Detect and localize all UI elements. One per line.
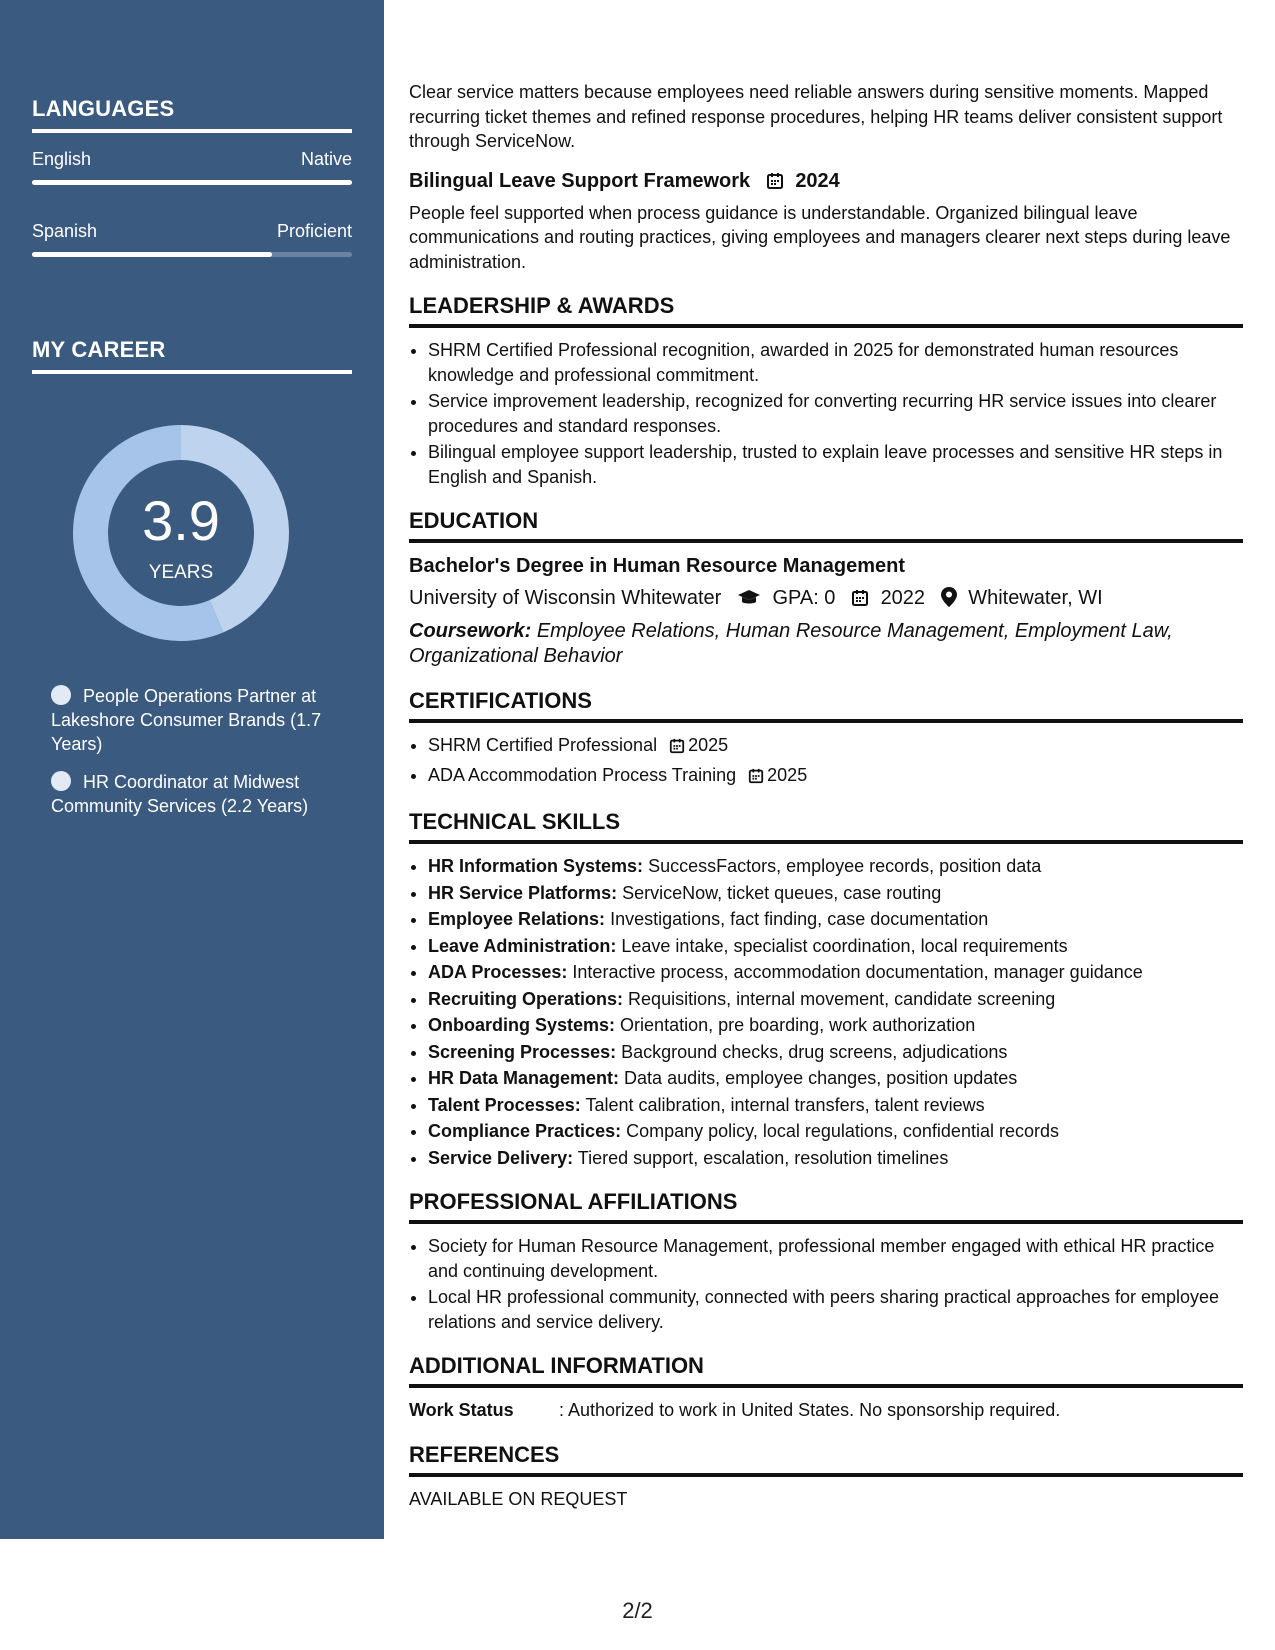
certifications-heading: CERTIFICATIONS xyxy=(409,687,1243,723)
language-row xyxy=(32,149,352,170)
skill-label: Employee Relations: xyxy=(428,909,606,929)
skill-item xyxy=(428,1119,1243,1144)
calendar-icon xyxy=(766,171,784,197)
skill-value: Company policy, local regulations, confidential records xyxy=(626,1121,1059,1141)
work-status-row xyxy=(409,1398,1243,1423)
intro-paragraph: Clear service matters because employees need reliable answers during sensitive moments. Mapped recurring ticket themes and refined response procedures, helping HR teams deliver consistent support through ServiceNow. xyxy=(409,82,1223,151)
education-coursework xyxy=(409,619,1243,669)
skill-item xyxy=(428,854,1243,879)
career-list xyxy=(32,684,352,818)
skill-label: ADA Processes: xyxy=(428,962,568,982)
skill-item xyxy=(428,907,1243,932)
education-degree: Bachelor's Degree in Human Resource Management xyxy=(409,555,906,577)
skill-label: Talent Processes: xyxy=(428,1094,581,1115)
certification-year: 2025 xyxy=(688,735,729,755)
work-status-value: : Authorized to work in United States. No sponsorship required. xyxy=(559,1400,1061,1420)
skill-label: Compliance Practices: xyxy=(428,1121,622,1141)
skill-item xyxy=(428,881,1243,906)
language-row xyxy=(32,221,352,242)
skill-item xyxy=(428,1040,1243,1065)
skill-label: HR Information Systems: xyxy=(428,856,644,876)
skill-label: Screening Processes: xyxy=(428,1041,617,1062)
affiliations-list xyxy=(409,1234,1243,1334)
career-heading: MY CAREER xyxy=(32,337,352,374)
career-item xyxy=(51,770,352,818)
skill-value: Tiered support, escalation, resolution timelines xyxy=(577,1147,949,1168)
education-school: University of Wisconsin Whitewater xyxy=(409,587,722,609)
skill-label: HR Data Management: xyxy=(428,1068,620,1088)
project-year: 2024 xyxy=(795,169,840,192)
career-item-text: People Operations Partner at Lakeshore Consumer Brands (1.7 Years) xyxy=(51,686,322,754)
leadership-item: • SHRM Certified Professional recognition, awarded in 2025 for demonstrated human resources knowledge and professional commitment. xyxy=(428,338,1243,387)
career-total-years: 3.9 xyxy=(142,489,220,552)
project-description: People feel supported when process guidance is understandable. Organized bilingual leave communications and routing practices, giving employees and managers clearer next steps during leave administration. xyxy=(409,202,1231,272)
leadership-item: • Service improvement leadership, recognized for converting recurring HR service issues into clearer procedures and standard responses. xyxy=(428,389,1243,438)
education-location: Whitewater, WI xyxy=(968,587,1103,609)
career-dot-icon xyxy=(51,685,71,705)
education-details xyxy=(409,585,1243,614)
skill-item xyxy=(428,934,1243,959)
calendar-icon xyxy=(748,766,764,791)
skill-value: Leave intake, specialist coordination, local requirements xyxy=(621,935,1068,956)
language-level: Proficient xyxy=(276,221,352,241)
leadership-heading: LEADERSHIP & AWARDS xyxy=(409,292,1243,328)
skill-value: Background checks, drug screens, adjudications xyxy=(621,1041,1008,1062)
career-item-text: HR Coordinator at Midwest Community Services (2.2 Years) xyxy=(51,772,309,816)
coursework-label: Coursework: xyxy=(409,620,532,642)
language-level-fill xyxy=(32,252,272,257)
references-text: AVAILABLE ON REQUEST xyxy=(409,1488,628,1509)
language-level-bar xyxy=(32,252,352,257)
education-heading: EDUCATION xyxy=(409,507,1243,543)
language-level-bar xyxy=(32,180,352,185)
skills-list xyxy=(409,854,1243,1170)
skill-value: Data audits, employee changes, position updates xyxy=(624,1068,1018,1088)
skill-value: Orientation, pre boarding, work authorization xyxy=(620,1015,976,1035)
leadership-list xyxy=(409,338,1243,489)
career-dot-icon xyxy=(51,771,71,791)
career-item xyxy=(51,684,352,756)
coursework-text: Employee Relations, Human Resource Management, Employment Law, Organizational Behavior xyxy=(409,620,1173,667)
project-title-row xyxy=(409,168,1243,197)
sidebar xyxy=(0,0,384,1539)
calendar-icon xyxy=(669,736,685,761)
skill-item xyxy=(428,1013,1243,1038)
certifications-list xyxy=(409,733,1243,790)
certification-name: SHRM Certified Professional xyxy=(428,735,658,755)
graduation-cap-icon xyxy=(737,588,761,614)
certification-year: 2025 xyxy=(767,764,808,785)
affiliation-item: • Society for Human Resource Management, professional member engaged with ethical HR practice and continuing development. xyxy=(428,1234,1243,1283)
affiliation-item: • Local HR professional community, connected with peers sharing practical approaches for employee relations and service delivery. xyxy=(428,1285,1243,1334)
skill-label: Service Delivery: xyxy=(428,1147,574,1168)
skill-item xyxy=(428,1146,1243,1171)
work-status-label: Work Status xyxy=(409,1400,514,1420)
language-name: Spanish xyxy=(32,221,98,241)
education-gpa: GPA: 0 xyxy=(772,587,836,609)
skill-label: Recruiting Operations: xyxy=(428,988,624,1009)
language-level-fill xyxy=(32,180,352,185)
page-number: 2/2 xyxy=(622,1598,653,1623)
skill-item xyxy=(428,1093,1243,1118)
skill-value: Talent calibration, internal transfers, talent reviews xyxy=(585,1094,985,1115)
skill-label: Onboarding Systems: xyxy=(428,1015,616,1035)
career-donut xyxy=(66,418,296,648)
language-level: Native xyxy=(300,149,352,169)
skill-label: Leave Administration: xyxy=(428,935,617,956)
skill-value: SuccessFactors, employee records, position data xyxy=(648,856,1042,876)
skill-item xyxy=(428,960,1243,985)
career-years-unit: YEARS xyxy=(148,562,214,583)
certification-item xyxy=(428,733,1243,761)
additional-info-heading: ADDITIONAL INFORMATION xyxy=(409,1352,1243,1388)
languages-heading: LANGUAGES xyxy=(32,96,352,133)
calendar-icon xyxy=(851,588,869,614)
certification-name: ADA Accommodation Process Training xyxy=(428,764,737,785)
main-content xyxy=(409,80,1243,1511)
skill-value: Interactive process, accommodation documentation, manager guidance xyxy=(572,962,1143,982)
certification-item xyxy=(428,763,1243,791)
skill-value: Investigations, fact finding, case documentation xyxy=(610,909,989,929)
education-year: 2022 xyxy=(880,587,926,609)
location-pin-icon xyxy=(941,587,957,614)
affiliations-heading: PROFESSIONAL AFFILIATIONS xyxy=(409,1188,1243,1224)
skill-label: HR Service Platforms: xyxy=(428,882,618,903)
skill-value: ServiceNow, ticket queues, case routing xyxy=(622,882,942,903)
references-heading: REFERENCES xyxy=(409,1441,1243,1477)
language-name: English xyxy=(32,149,92,169)
project-title: Bilingual Leave Support Framework xyxy=(409,169,751,192)
skill-value: Requisitions, internal movement, candidate screening xyxy=(628,988,1056,1009)
language-list xyxy=(32,149,352,257)
skills-heading: TECHNICAL SKILLS xyxy=(409,808,1243,844)
skill-item xyxy=(428,987,1243,1012)
leadership-item: • Bilingual employee support leadership, trusted to explain leave processes and sensitive HR steps in English and Spanish. xyxy=(428,440,1243,489)
skill-item xyxy=(428,1066,1243,1091)
